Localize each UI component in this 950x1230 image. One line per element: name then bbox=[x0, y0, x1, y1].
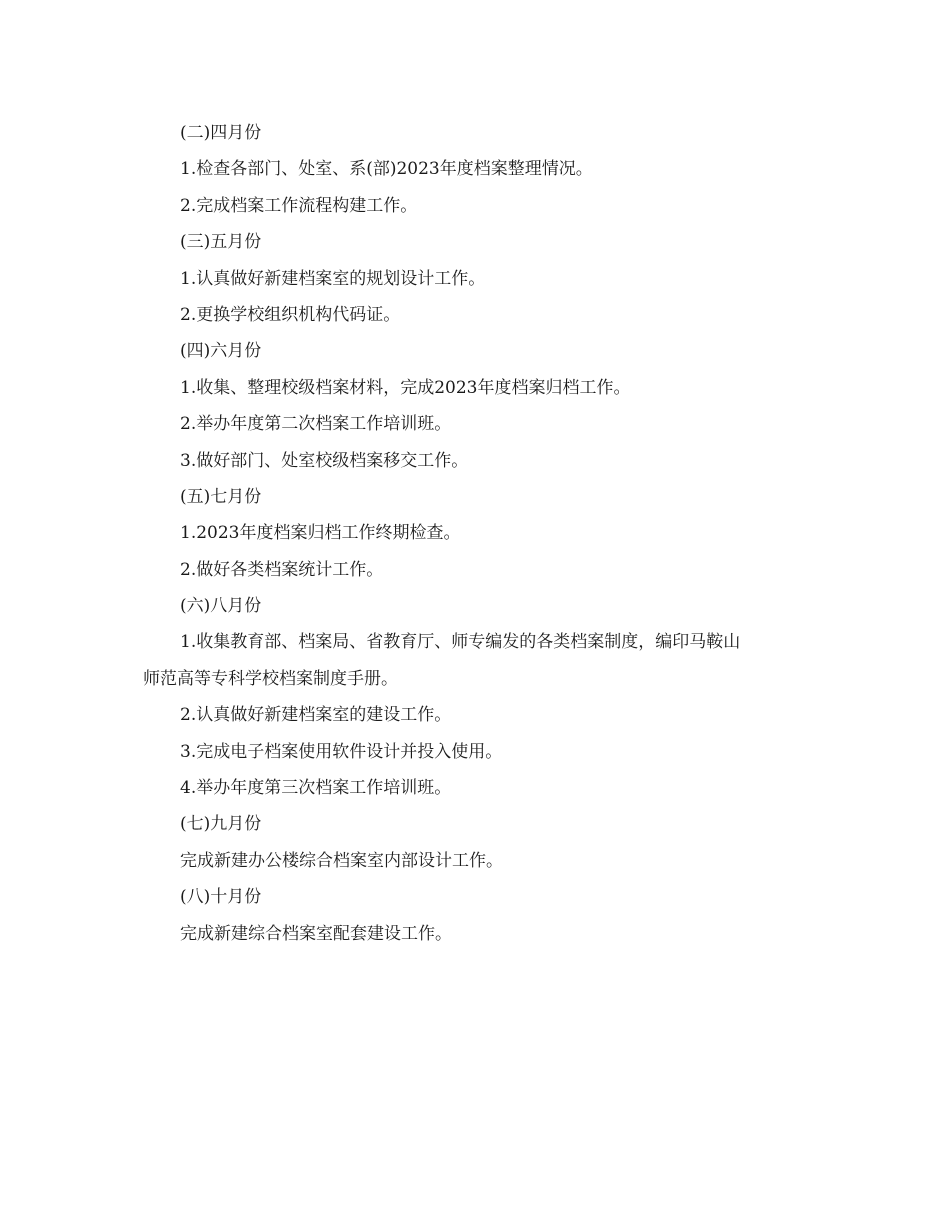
list-item: 完成新建办公楼综合档案室内部设计工作。 bbox=[180, 850, 503, 871]
list-item: 1.收集、整理校级档案材料，完成2023年度档案归档工作。 bbox=[180, 377, 631, 398]
list-item: 2.完成档案工作流程构建工作。 bbox=[180, 195, 418, 216]
section-heading-september: (七)九月份 bbox=[180, 814, 262, 835]
document-body bbox=[0, 115, 950, 952]
section-heading-august: (六)八月份 bbox=[180, 596, 262, 617]
list-item: 1.检查各部门、处室、系(部)2023年度档案整理情况。 bbox=[180, 159, 593, 180]
list-item: 4.举办年度第三次档案工作培训班。 bbox=[180, 778, 452, 799]
list-item: 1.认真做好新建档案室的规划设计工作。 bbox=[180, 268, 486, 289]
list-item-continuation: 师范高等专科学校档案制度手册。 bbox=[143, 668, 398, 689]
section-heading-july: (五)七月份 bbox=[180, 486, 262, 507]
list-item: 3.做好部门、处室校级档案移交工作。 bbox=[180, 450, 469, 471]
section-heading-october: (八)十月份 bbox=[180, 887, 262, 908]
section-heading-april: (二)四月份 bbox=[180, 123, 262, 143]
list-item: 2.做好各类档案统计工作。 bbox=[180, 559, 384, 580]
list-item: 1.收集教育部、档案局、省教育厅、师专编发的各类档案制度，编印马鞍山 bbox=[180, 632, 741, 653]
list-item: 完成新建综合档案室配套建设工作。 bbox=[180, 923, 452, 944]
section-heading-june: (四)六月份 bbox=[180, 341, 262, 362]
list-item: 3.完成电子档案使用软件设计并投入使用。 bbox=[180, 741, 503, 762]
list-item: 2.举办年度第二次档案工作培训班。 bbox=[180, 414, 452, 435]
list-item: 1.2023年度档案归档工作终期检查。 bbox=[180, 523, 461, 544]
section-heading-may: (三)五月份 bbox=[180, 232, 262, 253]
list-item: 2.更换学校组织机构代码证。 bbox=[180, 304, 401, 325]
list-item: 2.认真做好新建档案室的建设工作。 bbox=[180, 705, 452, 726]
